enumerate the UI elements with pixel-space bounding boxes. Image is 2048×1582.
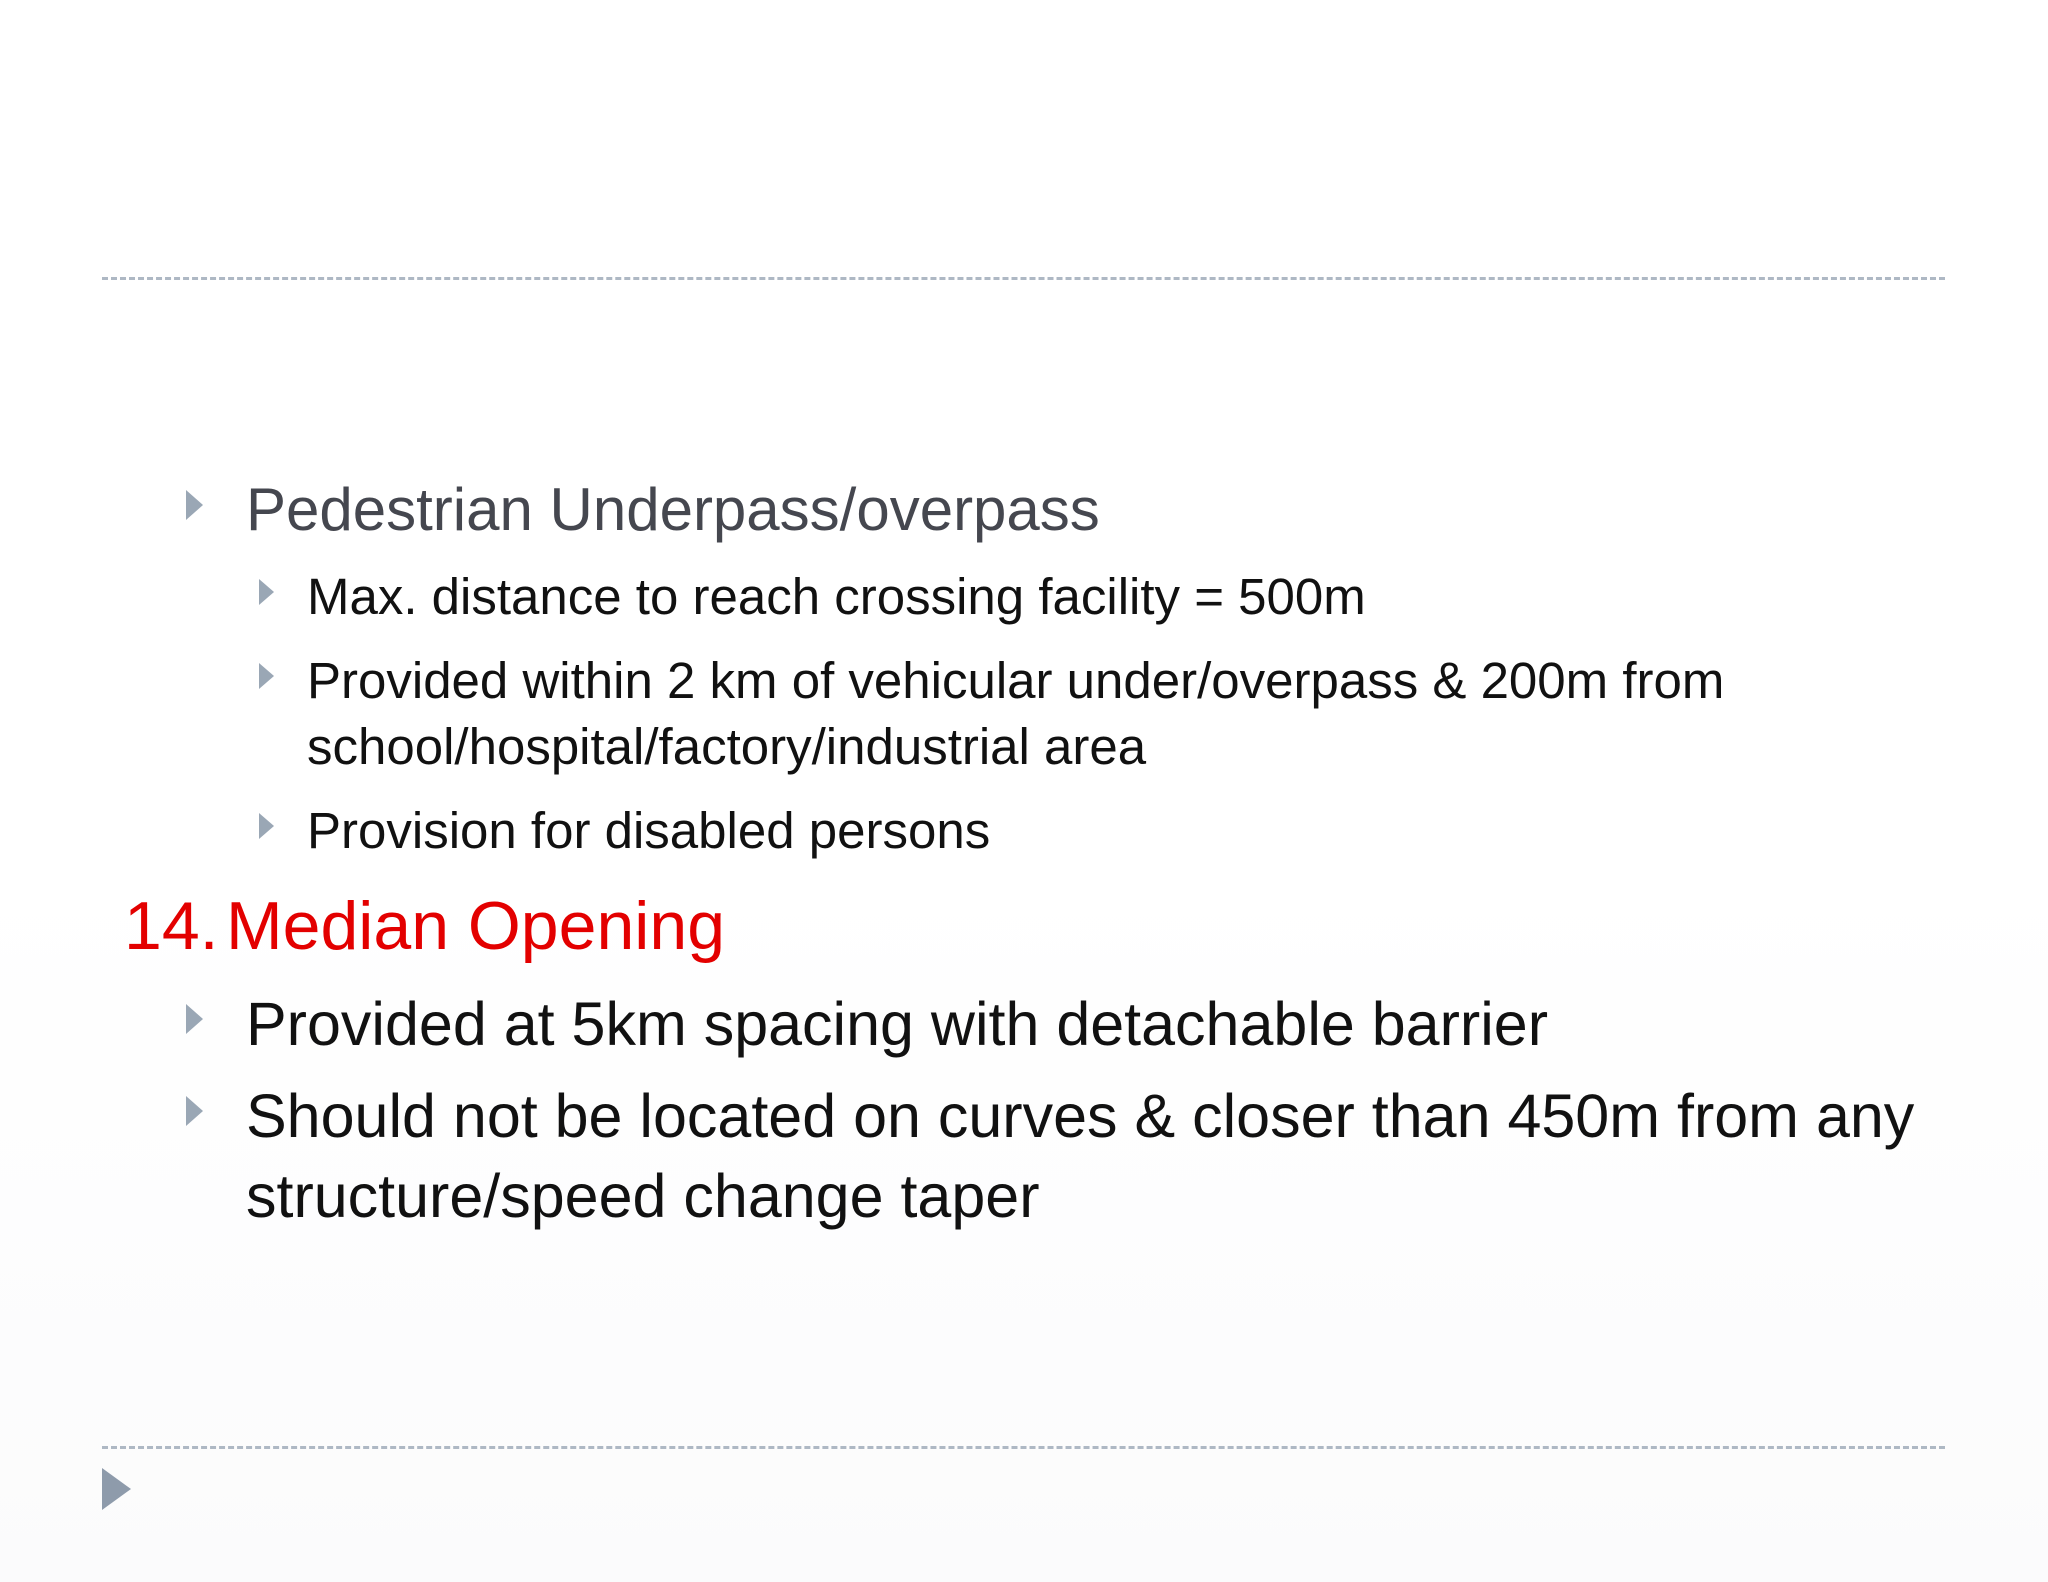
- sub-bullet-provided-within-cont: [307, 712, 1146, 782]
- bullet-text: Should not be located on curves & closer than 450m from any: [246, 1082, 1915, 1150]
- bullet-triangle-icon: [186, 490, 203, 520]
- sub-bullet-text: Provision for disabled persons: [307, 802, 991, 859]
- sub-bullet-max-distance: [307, 562, 1366, 632]
- sub-bullet-text: Max. distance to reach crossing facility = 500m: [307, 568, 1366, 625]
- sub-bullet-provided-within: [307, 646, 1724, 716]
- bullet-median-location: [246, 1076, 1914, 1156]
- top-divider: [102, 277, 1945, 280]
- sub-bullet-disabled: [307, 796, 990, 866]
- bullet-text: Provided at 5km spacing with detachable barrier: [246, 990, 1549, 1058]
- footer-triangle-icon: [102, 1468, 131, 1510]
- bullet-median-location-cont: [246, 1156, 1040, 1236]
- bullet-median-spacing: [246, 984, 1548, 1064]
- section-heading: [124, 884, 725, 968]
- sub-bullet-text: Provided within 2 km of vehicular under/overpass & 200m from: [307, 652, 1725, 709]
- bullet-text: structure/speed change taper: [246, 1162, 1040, 1230]
- sub-bullet-text: school/hospital/factory/industrial area: [307, 718, 1147, 775]
- section-number: 14.: [124, 888, 219, 964]
- section-title: Median Opening: [226, 888, 726, 964]
- sub-bullet-triangle-icon: [259, 813, 274, 839]
- bullet-text: Pedestrian Underpass/overpass: [246, 476, 1100, 543]
- sub-bullet-triangle-icon: [259, 663, 274, 689]
- bullet-triangle-icon: [186, 1096, 203, 1126]
- bullet-pedestrian: [246, 470, 1100, 550]
- bullet-triangle-icon: [186, 1004, 203, 1034]
- sub-bullet-triangle-icon: [259, 579, 274, 605]
- bottom-divider: [102, 1446, 1945, 1449]
